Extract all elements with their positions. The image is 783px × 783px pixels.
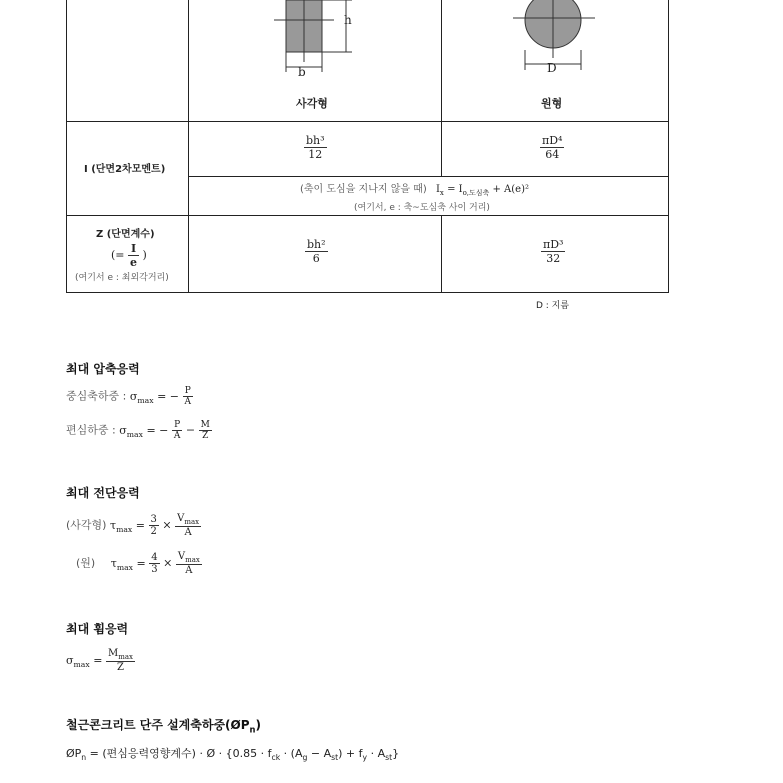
parallel-axis-note-definition: (여기서, e : 축~도심축 사이 거리) <box>354 203 490 213</box>
formula-eccentric-load: 편심하중 : $\sigma_{max}$ = − $\frac{P}{A}$ − $\frac{M}{Z}$ <box>66 420 210 441</box>
formula-shear-rectangle: (사각형) $\tau_{max}$ = $\frac{3}{2}$ × $\frac{V_{max}}{A}$ <box>66 513 200 538</box>
modulus-circle-formula: $\frac{\text{πD³}}{32}$ <box>543 238 564 265</box>
dimension-b-label: b <box>298 65 306 79</box>
table-border-right <box>668 0 669 293</box>
parallel-axis-note: (축이 도심을 지나지 않을 때) $I_x = I_{o,도심축} + A(e)^2$ <box>300 184 530 197</box>
table-divider-v3 <box>441 215 442 293</box>
table-border-bottom <box>66 292 669 293</box>
formula-axial-load: 중심축하중 : $\sigma_{max}$ = − $\frac{P}{A}$ <box>66 386 192 407</box>
diameter-note: D : 지름 <box>536 301 570 311</box>
row-label-section-modulus: Z (단면계수) <box>96 229 155 240</box>
table-divider-h3 <box>66 215 669 216</box>
formula-shear-circle: (원) $\tau_{max}$ = $\frac{4}{3}$ × $\frac{V_{max}}{A}$ <box>76 551 200 576</box>
section-modulus-note: (여기서 e : 최외각거리) <box>75 273 169 283</box>
row-label-moment-of-inertia: I (단면2차모멘트) <box>84 164 166 175</box>
formula-rc-column-design-load: $ØP_n$ = (편심응력영향계수) · Ø · $\{0.85 \cdot f_{ck} \cdot (A_g - A_{st}) + f_y \cdot A_{st}\}$ <box>66 747 400 763</box>
heading-max-compressive-stress: 최대 압축응력 <box>66 362 140 376</box>
table-border-left <box>66 0 67 293</box>
formula-bending: $\sigma_{max}$ = $\frac{M_{max}}{Z}$ <box>66 648 133 673</box>
inertia-rectangle-formula: $\frac{\text{bh³}}{12}$ <box>306 134 325 161</box>
heading-max-shear-stress: 최대 전단응력 <box>66 486 140 500</box>
inertia-circle-formula: $\frac{\text{πD⁴}}{64}$ <box>542 134 563 161</box>
column-header-rectangle: 사각형 <box>296 97 328 110</box>
dimension-d-label: D <box>547 61 557 75</box>
table-divider-h1 <box>66 121 669 122</box>
section-modulus-definition: (= $\frac{I}{e}$ ) <box>111 242 147 269</box>
table-divider-v2 <box>441 0 442 176</box>
modulus-rectangle-formula: $\frac{\text{bh²}}{6}$ <box>307 238 326 265</box>
heading-rc-column-design-load: 철근콘크리트 단주 설계축하중$(ØP_n)$ <box>66 718 261 735</box>
table-divider-v1 <box>188 0 189 293</box>
column-header-circle: 원형 <box>541 97 563 110</box>
rectangle-section-diagram <box>270 0 370 85</box>
table-divider-h2 <box>188 176 669 177</box>
dimension-h-label: h <box>344 13 352 27</box>
heading-max-bending-stress: 최대 휨응력 <box>66 622 129 636</box>
